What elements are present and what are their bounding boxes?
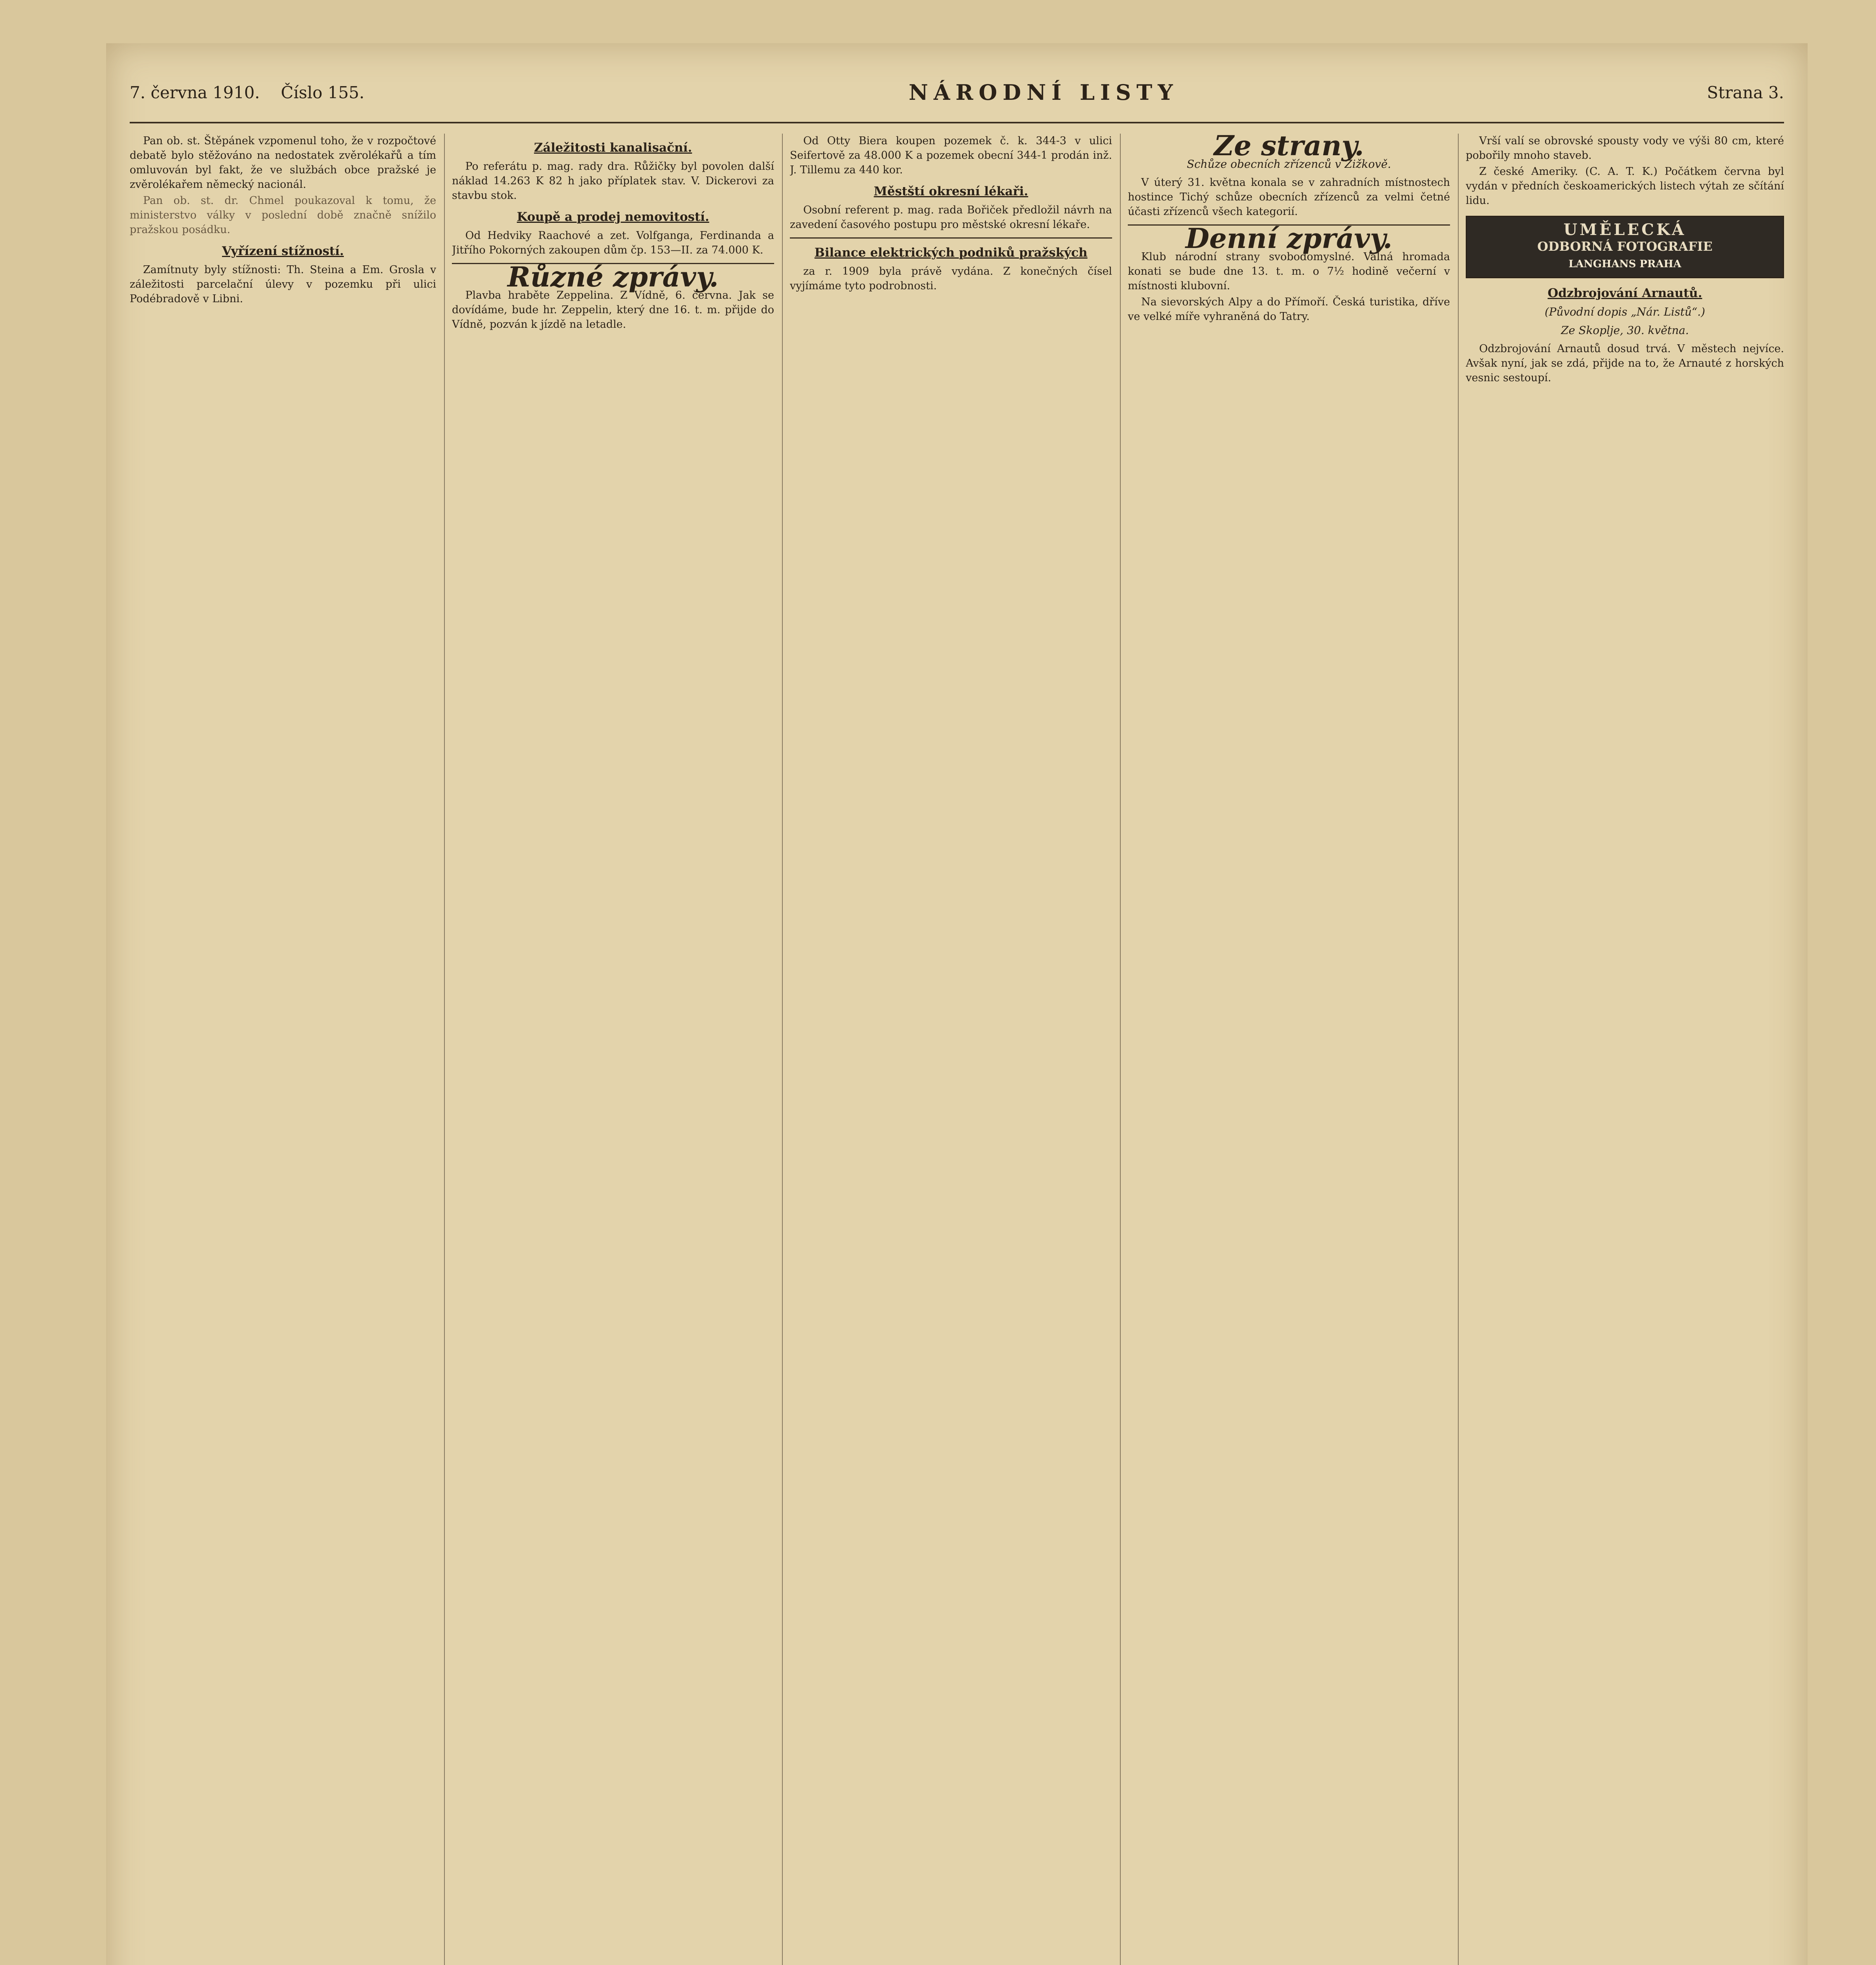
article-paragraph: Z české Ameriky. (C. A. T. K.) Počátkem června byl vydán v předních českoamerických listech výtah ze sčítání lidu. — [1466, 165, 1784, 207]
article-paragraph: Vrší valí se obrovské spousty vody ve výši 80 cm, které pobořily mnoho staveb. — [1466, 135, 1784, 162]
column-2 — [452, 134, 774, 1965]
ad-line: ODBORNÁ FOTOGRAFIE — [1537, 239, 1713, 254]
article-paragraph: Pan ob. st. dr. Chmel poukazoval k tomu, že ministerstvo války v poslední době značně snížilo pražskou posádku. — [130, 195, 436, 236]
article-paragraph: za r. 1909 byla právě vydána. Z konečných čísel vyjímáme tyto podrobnosti. — [790, 265, 1112, 292]
article-paragraph: Pan ob. st. Štěpánek vzpomenul toho, že v rozpočtové debatě bylo stěžováno na nedostatek zvěrolékařů a tím omluvován byl fakt, že ve službách obce pražské je zvěrolékařem německý nacionál. — [130, 135, 436, 191]
ad-line: UMĚLECKÁ — [1563, 220, 1687, 239]
issue-date: 7. června 1910. — [130, 83, 260, 102]
newspaper-title: NÁRODNÍ LISTY — [909, 80, 1178, 105]
section-title: Různé zprávy. — [507, 261, 719, 293]
section-heading: Koupě a prodej nemovitostí. — [517, 210, 709, 224]
column-divider — [444, 134, 445, 1965]
article-paragraph: V úterý 31. května konala se v zahradních místnostech hostince Tichý schůze obecních zřízenců za velmi četné účasti zřízenců všech kategorií. — [1128, 176, 1450, 218]
article-paragraph: Osobní referent p. mag. rada Bořiček předložil návrh na zavedení časového postupu pro městské okresní lékaře. — [790, 204, 1112, 231]
article-paragraph: Na sievorských Alpy a do Přímoří. Česká turistika, dříve ve velké míře vyhraněná do Tatry. — [1128, 296, 1450, 323]
column-divider — [1458, 134, 1459, 1965]
article-paragraph: Plavba hraběte Zeppelina. Z Vídně, 6. června. Jak se dovídáme, bude hr. Zeppelin, který dne 16. t. m. přijde do Vídně, pozván k jízdě na letadle. — [452, 289, 774, 331]
column-5 — [1466, 134, 1784, 1965]
advertisement-box — [1466, 216, 1784, 278]
article-paragraph: Od Hedviky Raachové a zet. Volfganga, Ferdinanda a Jitřího Pokorných zakoupen dům čp. 153—II. za 74.000 K. — [452, 230, 774, 256]
masthead — [130, 63, 1784, 123]
column-4 — [1128, 134, 1450, 1965]
article-paragraph: Zamítnuty byly stížnosti: Th. Steina a Em. Grosla v záležitosti parcelační úlevy v pozemku při ulici Podébradově v Libni. — [130, 264, 436, 305]
section-rule — [790, 237, 1112, 239]
section-heading: Vyřízení stížností. — [222, 244, 344, 258]
dateline: Ze Skoplje, 30. května. — [1561, 324, 1689, 337]
column-1 — [130, 134, 436, 1965]
article-paragraph: Odzbrojování Arnautů dosud trvá. V městech nejvíce. Avšak nyní, jak se zdá, přijde na to, že Arnauté z horských vesnic sestoupí. — [1466, 343, 1784, 384]
section-subtitle: Schůze obecních zřízenců v Žižkově. — [1187, 158, 1391, 171]
masthead-left — [130, 83, 380, 102]
ad-line: LANGHANS PRAHA — [1568, 258, 1681, 270]
article-paragraph: Od Otty Biera koupen pozemek č. k. 344-3 v ulici Seifertově za 48.000 K a pozemek obecní 344-1 prodán inž. J. Tillemu za 440 kor. — [790, 135, 1112, 176]
section-heading: Odzbrojování Arnautů. — [1547, 286, 1702, 300]
article-paragraph: Po referátu p. mag. rady dra. Růžičky byl povolen další náklad 14.263 K 82 h jako příplatek stav. V. Dickerovi za stavbu stok. — [452, 160, 774, 202]
page-number: Strana 3. — [1707, 83, 1784, 102]
column-divider — [782, 134, 783, 1965]
column-divider — [1120, 134, 1121, 1965]
column-3 — [790, 134, 1112, 1965]
section-heading: Městští okresní lékaři. — [874, 184, 1028, 198]
section-title: Denní zprávy. — [1185, 222, 1393, 255]
newspaper-page — [106, 43, 1808, 1965]
article-paragraph: Klub národní strany svobodomyslné. Valná hromada konati se bude dne 13. t. m. o 7½ hodině večerní v místnosti klubovní. — [1128, 251, 1450, 292]
section-subtitle: (Původní dopis „Nár. Listů“.) — [1544, 305, 1705, 318]
section-heading: Záležitosti kanalisační. — [534, 141, 692, 155]
issue-number: Číslo 155. — [281, 83, 365, 102]
section-heading: Bilance elektrických podniků pražských — [814, 246, 1088, 260]
section-title: Ze strany. — [1214, 134, 1364, 162]
